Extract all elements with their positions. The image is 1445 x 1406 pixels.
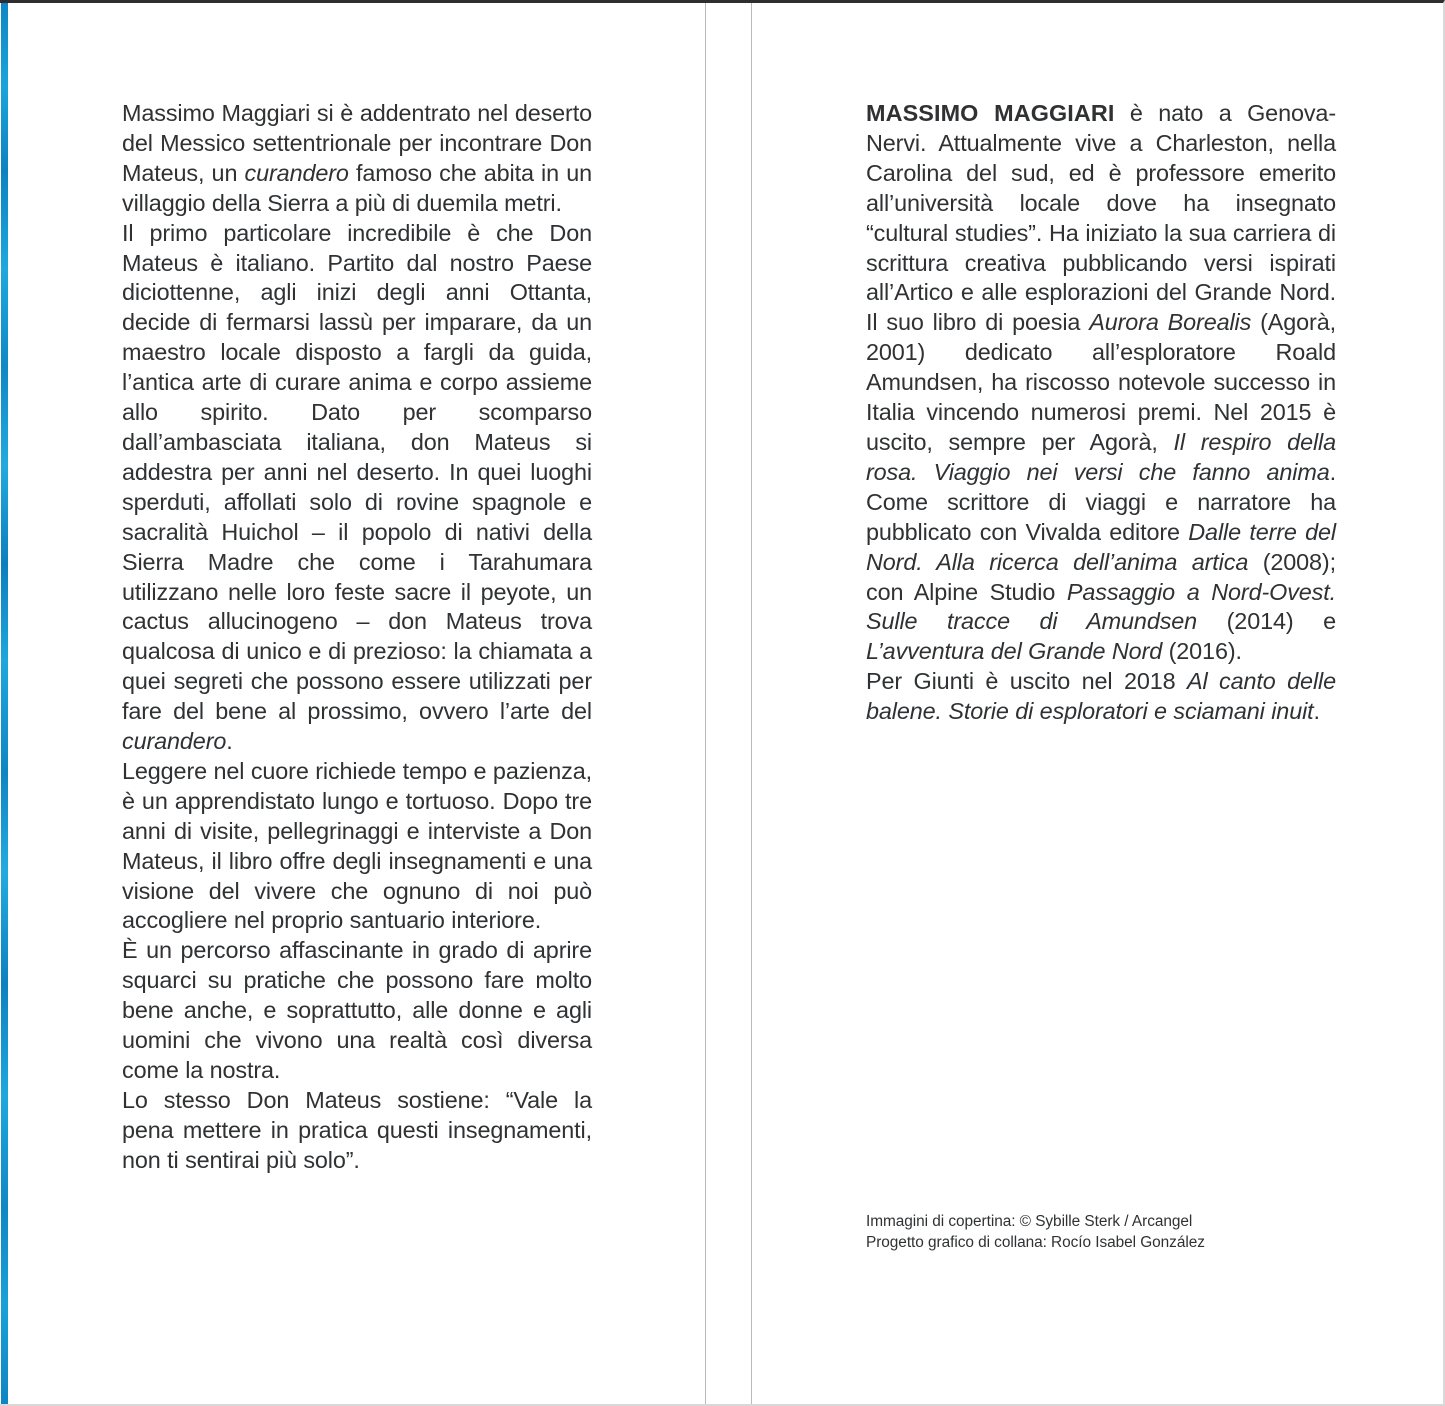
- paragraph: È un percorso affascinante in grado di aprire squarci su pratiche che possono fare molto bene anche, e soprattutto, alle donne e agli uomini che vivono una realtà così diversa come la nostra.: [122, 937, 592, 1083]
- italic-title: Passaggio a Nord-Ovest. Sulle tracce di Amundsen: [866, 578, 1336, 635]
- blue-spine-stripe: [1, 3, 8, 1404]
- cover-credits-block: [866, 1212, 1346, 1253]
- paragraph: MASSIMO MAGGIARI è nato a Genova-Nervi. Attualmente vive a Charleston, nella Carolina del sud, ed è professore emerito all’università locale dove ha insegnato “cultural studies”. Ha iniziato la sua carriera di scrittura creativa pubblicando versi ispirati all’Artico e alle esplorazioni del Grande Nord. Il suo libro di poesia Aurora Borealis (Agorà, 2001) dedicato all’esploratore Roald Amundsen, ha riscosso notevole successo in Italia vincendo numerosi premi. Nel 2015 è uscito, sempre per Agorà, Il respiro della rosa. Viaggio nei versi che fanno anima. Come scrittore di viaggi e narratore ha pubblicato con Vivalda editore Dalle terre del Nord. Alla ricerca dell’anima artica (2008); con Alpine Studio Passaggio a Nord-Ovest. Sulle tracce di Amundsen (2014) e L’avventura del Grande Nord (2016).: [866, 100, 1337, 665]
- cover-image-credit: Immagini di copertina: © Sybille Sterk / Arcangel: [866, 1213, 1193, 1230]
- italic-title: Aurora Borealis: [1089, 309, 1252, 336]
- paragraph: Lo stesso Don Mateus sostiene: “Vale la pena mettere in pratica questi insegnamenti, non ti sentirai più solo”.: [122, 1086, 592, 1173]
- author-biography-text: [866, 99, 1336, 727]
- italic-title: curandero: [244, 159, 349, 186]
- book-description-text: [122, 99, 592, 1176]
- italic-title: curandero: [122, 728, 227, 755]
- italic-title: Al canto delle balene. Storie di esploratori e sciamani inuit: [866, 668, 1336, 725]
- fold-line-left: [705, 3, 706, 1404]
- italic-title: Dalle terre del Nord. Alla ricerca dell’anima artica: [866, 518, 1337, 575]
- author-name-bold: MASSIMO MAGGIARI: [866, 100, 1115, 126]
- paragraph: Per Giunti è uscito nel 2018 Al canto delle balene. Storie di esploratori e sciamani inuit.: [866, 668, 1336, 725]
- series-design-credit: Progetto grafico di collana: Rocío Isabel González: [866, 1233, 1205, 1251]
- paragraph: Massimo Maggiari si è addentrato nel deserto del Messico settentrionale per incontrare Don Mateus, un curandero famoso che abita in un villaggio della Sierra a più di duemila metri.: [122, 100, 592, 216]
- paragraph: Il primo particolare incredibile è che Don Mateus è italiano. Partito dal nostro Paese diciottenne, agli inizi degli anni Ottanta, decide di fermarsi lassù per imparare, da un maestro locale disposto a fargli da guida, l’antica arte di curare anima e corpo assieme allo spirito. Dato per scomparso dall’ambasciata italiana, don Mateus si addestra per anni nel deserto. In quei luoghi sperduti, affollati solo di rovine spagnole e sacralità Huichol – il popolo di nativi della Sierra Madre che come i Tarahumara utilizzano nelle loro feste sacre il peyote, un cactus allucinogeno – don Mateus trova qualcosa di unico e di prezioso: la chiamata a quei segreti che possono essere utilizzati per fare del bene al prossimo, ovvero l’arte del curandero.: [122, 219, 592, 755]
- left-flap-panel: [8, 3, 705, 1404]
- italic-title: Il respiro della rosa. Viaggio nei versi che fanno anima: [866, 428, 1337, 485]
- paragraph: Leggere nel cuore richiede tempo e pazienza, è un apprendistato lungo e tortuoso. Dopo tre anni di visite, pellegrinaggi e interviste a Don Mateus, il libro offre degli insegnamenti e una visione del vivere che ognuno di noi può accogliere nel proprio santuario interiore.: [122, 757, 592, 934]
- right-flap-panel: [752, 3, 1443, 1404]
- italic-title: L’avventura del Grande Nord: [866, 638, 1163, 665]
